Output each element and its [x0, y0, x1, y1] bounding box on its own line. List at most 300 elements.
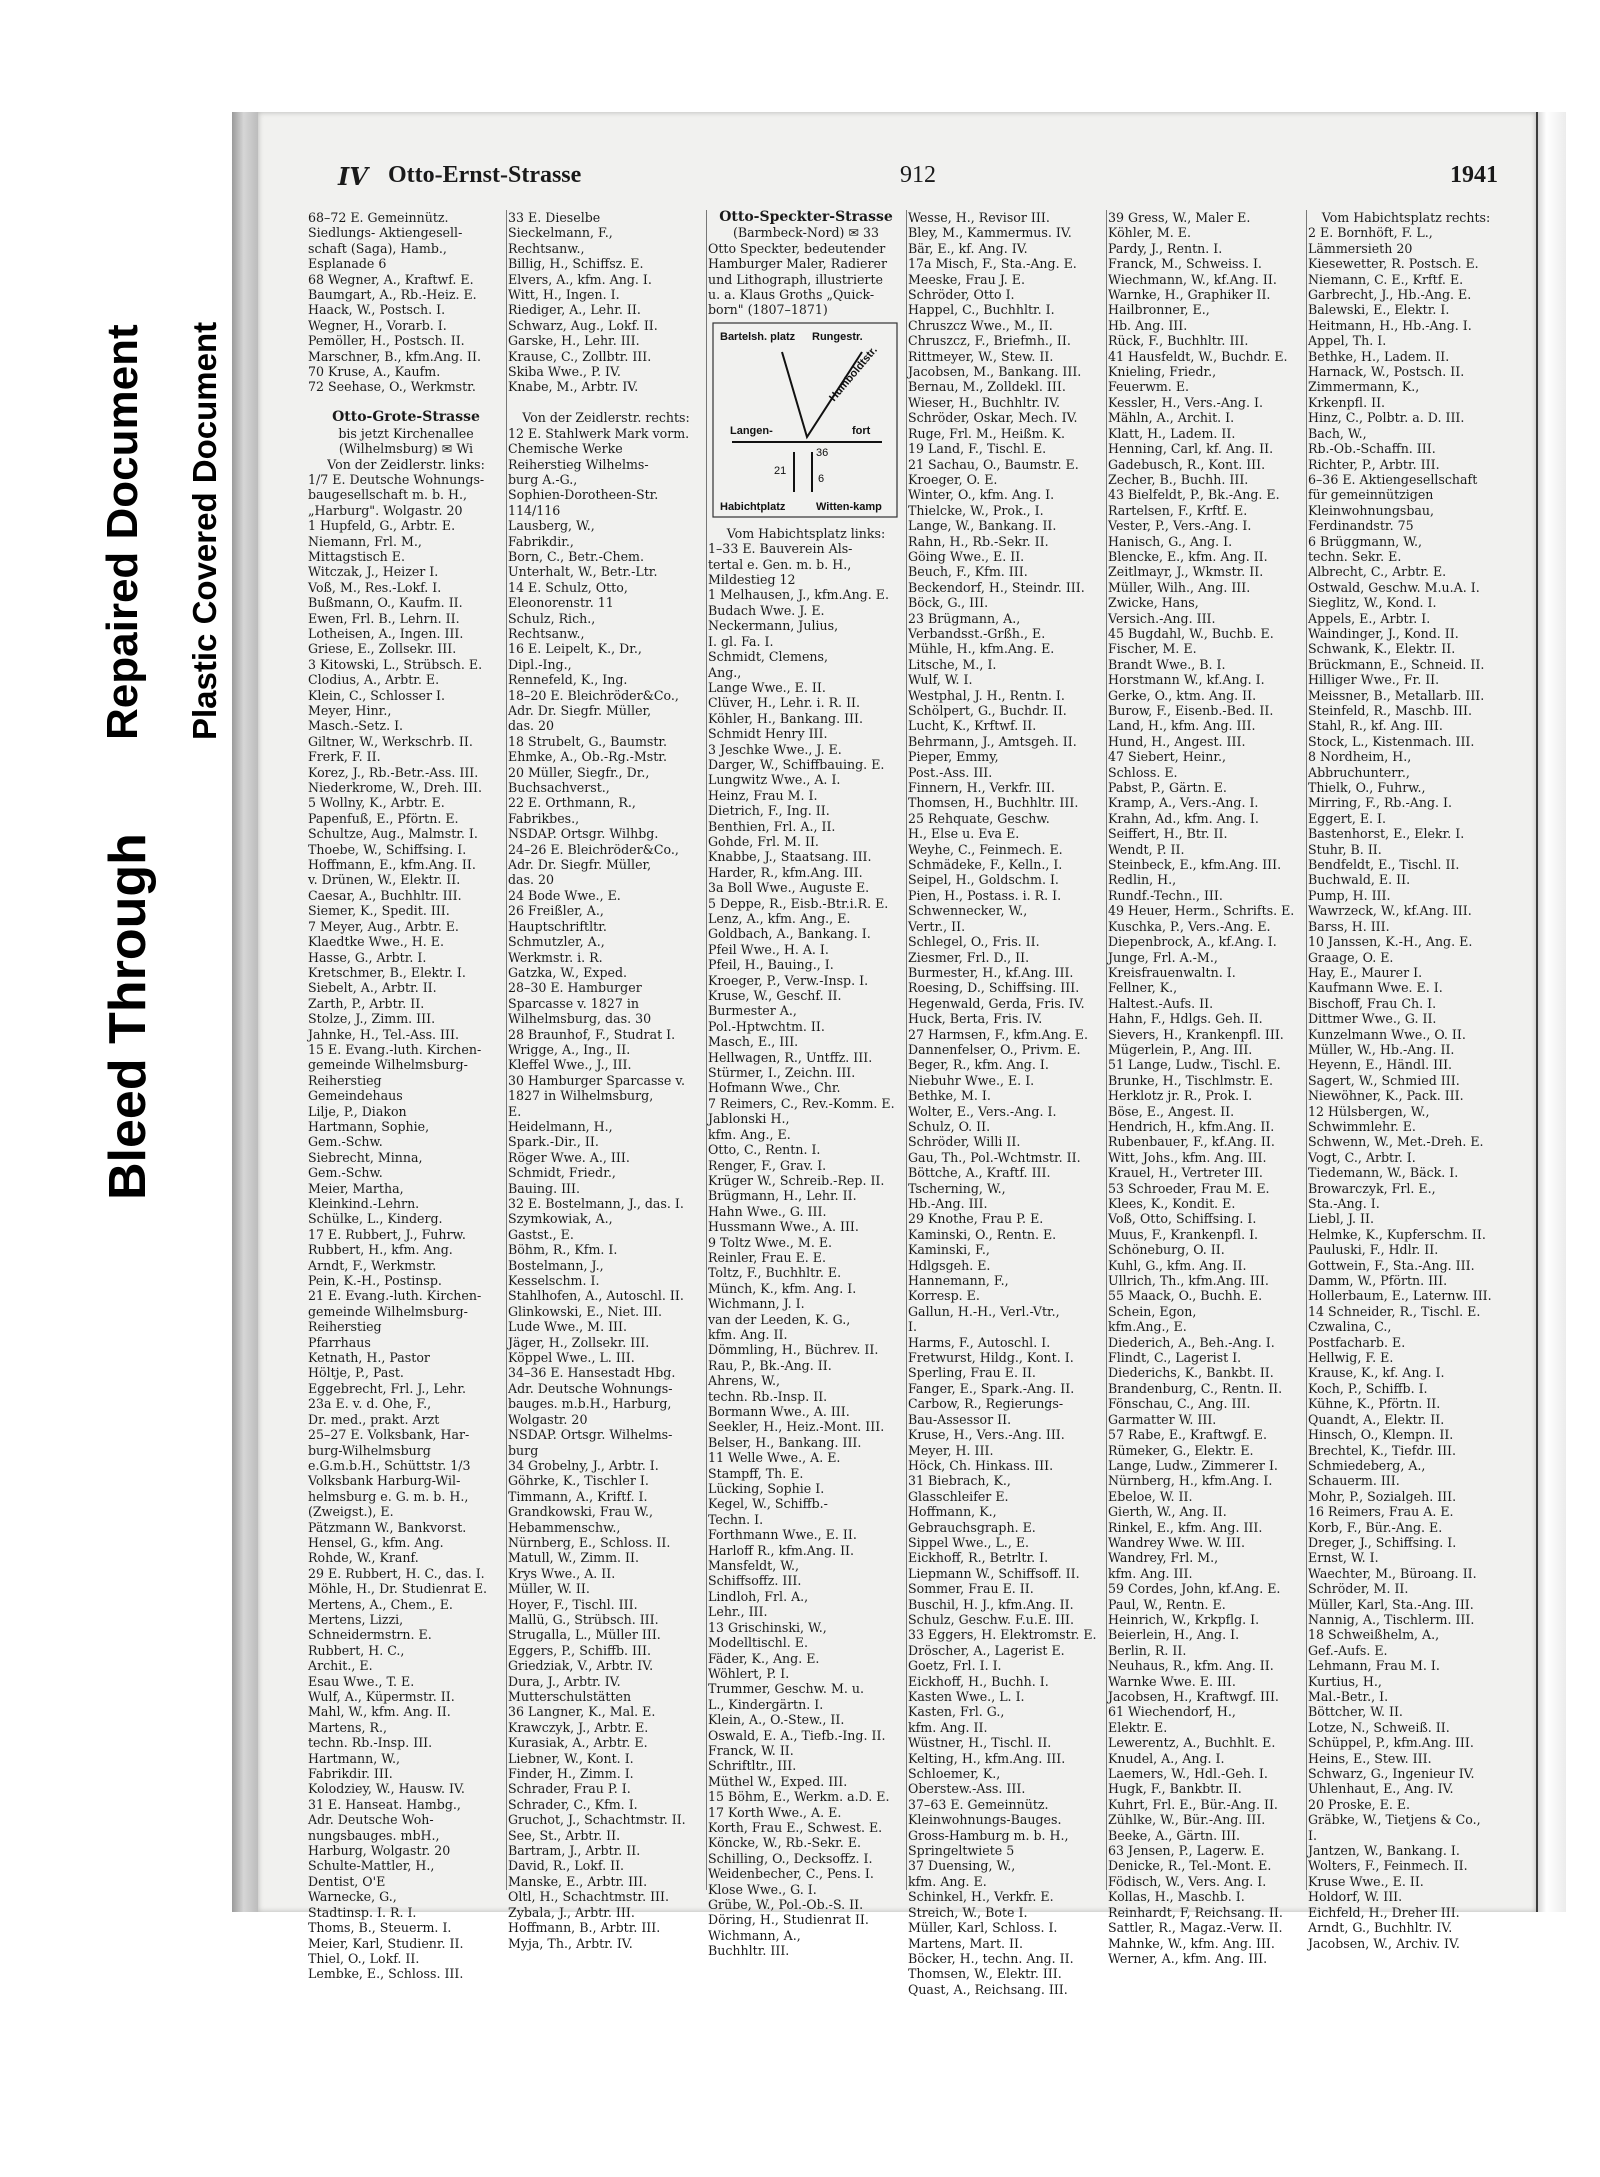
- directory-entry: Heidelmann, H.,: [508, 1118, 613, 1134]
- directory-entry: Muus, F., Krankenpfl. I.: [1108, 1226, 1259, 1242]
- directory-entry: Meyer, H. III.: [908, 1442, 994, 1458]
- directory-entry: Albrecht, C., Arbtr. E.: [1308, 564, 1447, 580]
- directory-entry: 5 Wollny, K., Arbtr. E.: [308, 795, 445, 811]
- map-number-6: 6: [818, 472, 825, 485]
- directory-entry: Klaedtke Wwe., H. E.: [308, 934, 444, 950]
- directory-entry: Rubbert, H., kfm. Ang.: [308, 1242, 453, 1258]
- directory-entry: Eickhoff, R., Betrltr. I.: [908, 1550, 1049, 1566]
- directory-entry: Bastenhorst, E., Elekr. I.: [1308, 826, 1465, 842]
- directory-entry: Toltz, F., Buchhltr. E.: [708, 1265, 842, 1281]
- directory-entry: Dr. med., prakt. Arzt: [308, 1411, 440, 1427]
- directory-entry: Kruse, W., Geschf. II.: [708, 988, 842, 1004]
- directory-entry: Warnke Wwe. E. III.: [1108, 1673, 1236, 1689]
- directory-entry: v. Drünen, W., Elektr. II.: [308, 872, 461, 888]
- directory-entry: Krys Wwe., A. II.: [508, 1565, 616, 1581]
- directory-entry: 25 Rehquate, Geschw.: [908, 810, 1050, 826]
- directory-entry: Renger, F., Grav. I.: [708, 1157, 827, 1173]
- map-label-wittenkamp: Witten-kamp: [816, 500, 882, 513]
- directory-entry: Korez, J., Rb.-Betr.-Ass. III.: [308, 764, 479, 780]
- directory-entry: Clodius, A., Arbtr. E.: [308, 672, 440, 688]
- directory-entry: Stampff, Th. E.: [708, 1465, 804, 1481]
- directory-entry: Harburg, Wolgastr. 20: [308, 1843, 451, 1859]
- directory-entry: Schloemer, K.,: [908, 1766, 1001, 1782]
- directory-entry: Schloss. E.: [1108, 764, 1178, 780]
- directory-entry: Rümeker, G., Elektr. E.: [1108, 1442, 1254, 1458]
- directory-entry: Eggert, E. I.: [1308, 810, 1387, 826]
- directory-entry: Schultze, Aug., Malmstr. I.: [308, 826, 478, 842]
- directory-entry: Sieglitz, W., Kond. I.: [1308, 595, 1437, 611]
- directory-entry: Schwimmlehr. E.: [1308, 1118, 1416, 1134]
- directory-entry: Mahl, W., kfm. Ang. II.: [308, 1704, 451, 1720]
- directory-entry: Bethke, M. I.: [908, 1088, 991, 1104]
- directory-entry: 1827 in Wilhelmsburg,: [508, 1088, 654, 1104]
- directory-entry: 43 Bielfeldt, P., Bk.-Ang. E.: [1108, 487, 1280, 503]
- directory-entry: 34 Grobelny, J., Arbtr. I.: [508, 1457, 659, 1473]
- directory-entry: Franck, W. II.: [708, 1742, 794, 1758]
- directory-entry: Klose Wwe., G. I.: [708, 1881, 817, 1897]
- directory-entry: Rundf.-Techn., III.: [1108, 887, 1223, 903]
- directory-entry: 31 Biebrach, K.,: [908, 1473, 1011, 1489]
- directory-entry: 25–27 E. Volksbank, Har-: [308, 1427, 470, 1443]
- directory-entry: Schrader, Frau P. I.: [508, 1781, 631, 1797]
- directory-entry: Esplanade 6: [308, 256, 387, 272]
- directory-entry: Lilje, P., Diakon: [308, 1103, 407, 1119]
- directory-entry: Arndt, F., Werkmstr.: [308, 1257, 437, 1273]
- plastic-covered-label: Plastic Covered Document: [186, 321, 223, 740]
- directory-entry: Ullrich, Th., kfm.Ang. III.: [1108, 1273, 1269, 1289]
- directory-entry: kfm.Ang., E.: [1108, 1319, 1187, 1335]
- directory-entry: Hofmann Wwe., Chr.: [708, 1080, 841, 1096]
- directory-entry: Kegel, W., Schiffb.-: [708, 1496, 828, 1512]
- directory-entry: Garske, H., Lehr. III.: [508, 333, 640, 349]
- directory-entry: Stuhr, B. II.: [1308, 841, 1382, 857]
- directory-entry: Hartmann, Sophie,: [308, 1118, 430, 1134]
- directory-entry: Zecher, B., Buchh. III.: [1108, 471, 1249, 487]
- directory-entry: Herklotz jr. R., Prok. I.: [1108, 1088, 1253, 1104]
- directory-entry: Beckendorf, H., Steindr. III.: [908, 579, 1085, 595]
- directory-entry: 55 Maack, O., Buchh. E.: [1108, 1288, 1263, 1304]
- directory-entry: Chruszcz, F., Briefmh., II.: [908, 333, 1071, 349]
- directory-entry: das. 20: [508, 872, 555, 888]
- directory-entry: Sophien-Dorotheen-Str.: [508, 487, 659, 503]
- directory-entry: Sperling, Frau E. II.: [908, 1365, 1036, 1381]
- directory-entry: tertal e. Gen. m. b. H.,: [708, 556, 852, 572]
- directory-entry: Schülke, L., Kinderg.: [308, 1211, 443, 1227]
- directory-entry: Müller, W., Hb.-Ang. II.: [1308, 1041, 1455, 1057]
- directory-entry: 24–26 E. Bleichröder&Co.,: [508, 841, 679, 857]
- directory-entry: Schinkel, H., Verkfr. E.: [908, 1889, 1054, 1905]
- directory-entry: 7 Reimers, C., Rev.-Komm. E.: [708, 1095, 895, 1111]
- directory-entry: Jantzen, W., Bankang. I.: [1308, 1843, 1460, 1859]
- directory-entry: 3 Jeschke Wwe., J. E.: [708, 741, 842, 757]
- directory-entry: Neckermann, Julius,: [708, 618, 839, 634]
- directory-entry: Kretschmer, B., Elektr. I.: [308, 964, 466, 980]
- directory-entry: Hilliger Wwe., Fr. II.: [1308, 672, 1440, 688]
- directory-entry: Finnern, H., Verkfr. III.: [908, 780, 1055, 796]
- directory-entry: Barss, H. III.: [1308, 918, 1390, 934]
- directory-entry: Pump, H. III.: [1308, 887, 1391, 903]
- directory-entry: Burow, F., Eisenb.-Bed. II.: [1108, 703, 1274, 718]
- directory-entry: I.: [908, 1319, 917, 1335]
- directory-entry: 51 Lange, Ludw., Tischl. E.: [1108, 1057, 1281, 1073]
- directory-entry: Gem.-Schw.: [308, 1134, 383, 1150]
- directory-entry: 32 E. Bostelmann, J., das. I.: [508, 1196, 684, 1211]
- directory-entry: Möhle, H., Dr. Studienrat E.: [308, 1581, 488, 1597]
- directory-entry: Lange, Ludw., Zimmerer I.: [1108, 1457, 1278, 1473]
- directory-entry: Hollerbaum, E., Laternw. III.: [1308, 1288, 1492, 1304]
- directory-entry: Rartelsen, F., Krftf. E.: [1108, 502, 1248, 518]
- directory-entry: Post.-Ass. III.: [908, 764, 993, 780]
- directory-entry: Böttche, A., Kraftf. III.: [908, 1165, 1051, 1181]
- directory-entry: Elvers, A., kfm. Ang. I.: [508, 271, 652, 287]
- directory-entry: Meier, Karl, Studienr. II.: [308, 1935, 464, 1951]
- directory-entry: 53 Schroeder, Frau M. E.: [1108, 1180, 1270, 1196]
- directory-entry: Kruse Wwe., E. II.: [1308, 1873, 1424, 1889]
- directory-entry: 21 E. Evang.-luth. Kirchen-: [308, 1288, 482, 1304]
- directory-entry: Abbruchunterr.,: [1308, 764, 1410, 780]
- directory-entry: 18–20 E. Bleichröder&Co.,: [508, 687, 679, 703]
- directory-entry: Stolze, J., Zimm. III.: [308, 1011, 436, 1027]
- directory-entry: Gastst., E.: [508, 1226, 574, 1242]
- directory-entry: Buschil, H. J., kfm.Ang. II.: [908, 1596, 1074, 1612]
- directory-entry: Adr. Deutsche Wohnungs-: [508, 1380, 673, 1396]
- directory-entry: Rennefeld, K., Ing.: [508, 672, 628, 688]
- directory-entry: 59 Cordes, John, kf.Ang. E.: [1108, 1581, 1281, 1597]
- directory-entry: Bormann Wwe., A. III.: [708, 1404, 850, 1419]
- directory-entry: Kesselschm. I.: [508, 1273, 600, 1289]
- directory-entry: Darger, W., Schiffbauing. E.: [708, 756, 885, 772]
- directory-entry: Marschner, B., kfm.Ang. II.: [308, 348, 481, 364]
- directory-entry: Siemer, K., Spedit. III.: [308, 903, 450, 919]
- directory-entry: Krüger W., Schreib.-Rep. II.: [708, 1172, 885, 1188]
- directory-entry: Schneidermstrn. E.: [308, 1627, 432, 1643]
- directory-entry: Beeke, A., Gärtn. III.: [1108, 1827, 1241, 1843]
- directory-entry: 57 Rabe, E., Kraftwgf. E.: [1108, 1427, 1267, 1443]
- directory-entry: Gräbke, W., Tietjens & Co.,: [1308, 1812, 1481, 1828]
- directory-entry: Kuhl, G., kfm. Ang. II.: [1108, 1257, 1247, 1273]
- directory-entry: 19 Land, F., Tischl. E.: [908, 441, 1047, 457]
- directory-entry: Ebeloe, W. II.: [1108, 1488, 1193, 1504]
- directory-entry: 36 Langner, K., Mal. E.: [508, 1704, 656, 1720]
- directory-entry: Eggebrecht, Frl. J., Lehr.: [308, 1380, 466, 1396]
- directory-entry: Dannenfelser, O., Privm. E.: [908, 1041, 1081, 1057]
- directory-entry: 14 Schneider, R., Tischl. E.: [1308, 1303, 1481, 1319]
- directory-entry: Lude Wwe., M. III.: [508, 1319, 628, 1335]
- directory-entry: Laemers, W., Hdl.-Geh. I.: [1108, 1766, 1268, 1782]
- directory-entry: Balewski, E., Elektr. I.: [1308, 302, 1450, 318]
- directory-entry: Korresp. E.: [908, 1288, 980, 1304]
- directory-entry: Flindt, C., Lagerist I.: [1108, 1350, 1242, 1366]
- directory-entry: Fanger, E., Spark.-Ang. II.: [908, 1380, 1075, 1396]
- directory-entry: Ostwald, Geschw. M.u.A. I.: [1308, 579, 1480, 595]
- directory-entry: Caesar, A., Buchhltr. III.: [308, 887, 462, 903]
- directory-entry: Bußmann, O., Kaufm. II.: [308, 595, 463, 611]
- directory-entry: Bär, E., kf. Ang. IV.: [908, 240, 1028, 256]
- directory-entry: kfm. Ang., E.: [708, 1126, 791, 1142]
- directory-entry: Graage, O. E.: [1308, 949, 1394, 965]
- directory-entry: David, R., Lokf. II.: [508, 1858, 625, 1874]
- directory-entry: Adr. Dr. Siegfr. Müller,: [508, 703, 652, 718]
- street-section-heading: Otto-Grote-Strasse: [332, 409, 480, 426]
- directory-entry: Wandrey Wwe. W. III.: [1108, 1534, 1245, 1550]
- directory-entry: bis jetzt Kirchenallee: [338, 425, 474, 441]
- directory-entry: (Zweigst.), E.: [308, 1504, 394, 1520]
- directory-entry: Rück, F., Buchhltr. III.: [1108, 333, 1249, 349]
- directory-entry: 14 E. Schulz, Otto,: [508, 579, 628, 595]
- directory-entry: Dietrich, F., Ing. II.: [708, 803, 830, 819]
- column-rule: [1306, 210, 1307, 1890]
- directory-entry: Zühlke, W., Bür.-Ang. III.: [1108, 1812, 1266, 1828]
- directory-entry: Harloff R., kfm.Ang. II.: [708, 1542, 855, 1558]
- directory-entry: Mirring, F., Rb.-Ang. I.: [1308, 795, 1453, 811]
- column-1: [308, 210, 504, 1982]
- directory-entry: Kurtius, H.,: [1308, 1673, 1382, 1689]
- directory-entry: Krkenpfl. II.: [1308, 394, 1386, 410]
- map-label-bartelsh: Bartelsh. platz: [720, 330, 796, 343]
- directory-entry: Sippel Wwe., L., E.: [908, 1534, 1030, 1550]
- directory-entry: Schulz, Rich.,: [508, 610, 596, 626]
- directory-entry: Mallü, G., Strübsch. III.: [508, 1611, 659, 1627]
- directory-entry: Pein, K.-H., Postinsp.: [308, 1273, 442, 1289]
- directory-entry: Wüstner, H., Tischl. II.: [908, 1735, 1052, 1751]
- directory-entry: Sattler, R., Magaz.-Verw. II.: [1108, 1920, 1283, 1936]
- directory-entry: Waindinger, J., Kond. II.: [1308, 625, 1459, 641]
- directory-entry: Ahrens, W.,: [708, 1373, 781, 1389]
- directory-entry: Modelltischl. E.: [708, 1635, 808, 1651]
- directory-entry: Zwicke, Hans,: [1108, 595, 1199, 611]
- directory-entry: Dittmer Wwe., G. II.: [1308, 1011, 1437, 1027]
- directory-entry: 20 Müller, Siegfr., Dr.,: [508, 764, 650, 780]
- directory-entry: E.: [508, 1103, 522, 1119]
- directory-entry: Gruchot, J., Schachtmstr. II.: [508, 1812, 686, 1828]
- directory-entry: 3 Kitowski, L., Strübsch. E.: [308, 656, 483, 672]
- directory-entry: Adr. Deutsche Woh-: [308, 1812, 434, 1828]
- directory-entry: Pemöller, H., Postsch. II.: [308, 333, 465, 349]
- directory-entry: Stürmer, I., Zeichn. III.: [708, 1065, 856, 1081]
- directory-entry: Eickhoff, H., Buchh. I.: [908, 1673, 1049, 1689]
- directory-entry: Litsche, M., I.: [908, 656, 997, 672]
- directory-entry: 17 E. Rubbert, J., Fuhrw.: [308, 1226, 466, 1242]
- directory-entry: Niewöhner, K., Pack. III.: [1308, 1088, 1464, 1104]
- directory-entry: Ehmke, A., Ob.-Rg.-Mstr.: [508, 749, 667, 765]
- directory-entry: Mohr, P., Sozialgeh. III.: [1308, 1488, 1457, 1504]
- directory-entry: Roesing, D., Schiffsing. III.: [908, 980, 1080, 996]
- directory-entry: Bernau, M., Zolldekl. III.: [908, 379, 1066, 395]
- directory-entry: [508, 395, 704, 410]
- directory-entry: Hellwagen, R., Untffz. III.: [708, 1049, 873, 1065]
- directory-entry: Eichfeld, H., Dreher III.: [1308, 1904, 1460, 1920]
- directory-entry: Schmädeke, F., Kelln., I.: [908, 857, 1063, 873]
- directory-entry: Richter, P., Arbtr. III.: [1308, 456, 1440, 472]
- directory-entry: Mansfeldt, W.,: [708, 1558, 799, 1574]
- directory-entry: Benthien, Frl. A., II.: [708, 818, 836, 834]
- directory-entry: Kasten, Frl. G.,: [908, 1704, 1005, 1720]
- directory-entry: nungsbauges. mbH.,: [308, 1827, 440, 1843]
- directory-entry: Springeltwiete 5: [908, 1843, 1015, 1859]
- directory-entry: Arndt, G., Buchhltr. IV.: [1308, 1920, 1453, 1936]
- directory-entry: Strugalla, L., Müller III.: [508, 1627, 661, 1643]
- directory-entry: Spark.-Dir., II.: [508, 1134, 599, 1150]
- directory-entry: Sieckelmann, F.,: [508, 225, 613, 241]
- directory-entry: Heinrich, W., Krkpflg. I.: [1108, 1611, 1260, 1627]
- map-number-21: 21: [774, 464, 787, 477]
- directory-entry: das. 20: [508, 718, 555, 734]
- directory-entry: 29 Knothe, Frau P. E.: [908, 1211, 1044, 1227]
- directory-entry: Vester, P., Vers.-Ang. I.: [1108, 518, 1252, 534]
- directory-entry: Kaminski, F.,: [908, 1242, 990, 1258]
- directory-entry: Gross-Hamburg m. b. H.,: [908, 1827, 1069, 1843]
- directory-entry: Wrigge, A., Ing., II.: [508, 1041, 631, 1057]
- directory-entry: Hb.-Ang. III.: [908, 1196, 988, 1211]
- directory-entry: Liebl, J. II.: [1308, 1211, 1374, 1227]
- directory-entry: Esau Wwe., T. E.: [308, 1673, 415, 1689]
- directory-entry: burg-Wilhelmsburg: [308, 1442, 431, 1458]
- directory-entry: Helmke, K., Kupferschm. II.: [1308, 1226, 1486, 1242]
- directory-entry: Mildestieg 12: [708, 572, 796, 588]
- directory-entry: Schiffsoffz. III.: [708, 1573, 802, 1589]
- directory-entry: Fischer, M. E.: [1108, 641, 1197, 657]
- directory-entry: Witt, H., Ingen. I.: [508, 287, 620, 303]
- directory-entry: Dentist, O'E: [308, 1873, 386, 1889]
- directory-entry: Schröder, Oskar, Mech. IV.: [908, 410, 1078, 426]
- directory-entry: Voß, M., Res.-Lokf. I.: [308, 579, 442, 595]
- directory-entry: Paul, W., Rentn. E.: [1108, 1596, 1226, 1612]
- bleed-through-label: Bleed Through: [99, 833, 157, 1200]
- directory-entry: Höltje, P., Past.: [308, 1365, 404, 1381]
- directory-entry: Kurasiak, A., Arbtr. E.: [508, 1735, 648, 1751]
- directory-entry: 33 Eggers, H. Elektromstr. E.: [908, 1627, 1097, 1643]
- directory-entry: 24 Bode Wwe., E.: [508, 887, 621, 903]
- directory-entry: Klein, A., O.-Stew., II.: [708, 1712, 845, 1728]
- directory-entry: Wulf, W. I.: [908, 672, 973, 688]
- directory-entry: Krawczyk, J., Arbtr. E.: [508, 1719, 649, 1735]
- directory-entry: Vom Habichtsplatz links:: [726, 525, 886, 541]
- directory-entry: Haltest.-Aufs. II.: [1108, 995, 1214, 1011]
- directory-entry: Müller, Wilh., Ang. III.: [1108, 579, 1251, 595]
- directory-entry: 34–36 E. Hansestadt Hbg.: [508, 1365, 676, 1381]
- directory-entry: Horstmann W., kf.Ang. I.: [1108, 672, 1265, 688]
- directory-entry: Bendfeldt, E., Tischl. II.: [1308, 857, 1460, 873]
- directory-entry: van der Leeden, K. G.,: [708, 1311, 851, 1327]
- directory-entry: Vogt, C., Arbtr. I.: [1308, 1149, 1416, 1165]
- repaired-document-label: Repaired Document: [98, 324, 147, 740]
- directory-entry: Heyenn, E., Händl. III.: [1308, 1057, 1453, 1073]
- directory-entry: Hussmann Wwe., A. III.: [708, 1219, 859, 1235]
- directory-entry: Wolters, F., Feinmech. II.: [1308, 1858, 1468, 1874]
- directory-entry: Schmidt Henry III.: [708, 726, 828, 742]
- directory-entry: Griese, E., Zollsekr. III.: [308, 641, 457, 657]
- map-road-vertical: [794, 452, 812, 492]
- directory-entry: Wiechmann, W., kf.Ang. II.: [1108, 271, 1277, 287]
- directory-entry: Böhm, R., Kfm. I.: [508, 1242, 618, 1258]
- directory-entry: Lange Wwe., E. II.: [708, 679, 826, 695]
- directory-entry: Glinkowski, E., Niet. III.: [508, 1303, 663, 1319]
- directory-entry: Holdorf, W. III.: [1308, 1889, 1403, 1905]
- directory-entry: 26 Freißler, A.,: [508, 903, 604, 919]
- directory-entry: gemeinde Wilhelmsburg-: [308, 1057, 468, 1073]
- directory-entry: 41 Hausfeldt, W., Buchdr. E.: [1108, 348, 1288, 364]
- directory-entry: Seipel, H., Goldschm. I.: [908, 872, 1059, 888]
- directory-entry: Szymkowiak, A.,: [508, 1211, 613, 1227]
- directory-entry: 68 Wegner, A., Kraftwf. E.: [308, 271, 474, 287]
- directory-entry: 37–63 E. Gemeinnütz.: [908, 1796, 1049, 1812]
- directory-entry: 17 Korth Wwe., A. E.: [708, 1804, 842, 1820]
- directory-entry: Jacobsen, W., Archiv. IV.: [1308, 1935, 1460, 1951]
- directory-entry: schaft (Saga), Hamb.,: [308, 240, 447, 256]
- directory-entry: Ewen, Frl. B., Lehrn. II.: [308, 610, 460, 626]
- directory-entry: Ferdinandstr. 75: [1308, 518, 1414, 534]
- directory-entry: Müller, Karl, Schloss. I.: [908, 1920, 1058, 1936]
- directory-entry: Hailbronner, E.,: [1108, 302, 1210, 318]
- directory-entry: Reiherstieg: [308, 1319, 382, 1335]
- directory-entry: Brandenburg, C., Rentn. II.: [1108, 1380, 1283, 1396]
- directory-entry: NSDAP. Ortsgr. Wilhbg.: [508, 826, 659, 842]
- directory-entry: Trummer, Geschw. M. u.: [708, 1681, 864, 1697]
- directory-entry: Kuhrt, Frl. E., Bür.-Ang. II.: [1108, 1796, 1278, 1812]
- directory-entry: Krauel, H., Vertreter III.: [1108, 1165, 1263, 1181]
- directory-entry: Bley, M., Kammermus. IV.: [908, 225, 1072, 241]
- directory-entry: Pätzmann W., Bankvorst.: [308, 1519, 467, 1535]
- directory-entry: Franck, M., Schweiss. I.: [1108, 256, 1262, 272]
- directory-entry: techn. Sekr. E.: [1308, 548, 1402, 564]
- directory-entry: Schein, Egon,: [1108, 1303, 1197, 1319]
- page-number: 912: [900, 162, 936, 188]
- directory-entry: Junge, Frl. A.-M.,: [1108, 949, 1218, 965]
- directory-entry: 114/116: [508, 502, 561, 518]
- directory-entry: Böse, E., Angest. II.: [1108, 1103, 1235, 1119]
- directory-entry: Schmidt, Clemens,: [708, 649, 828, 665]
- directory-entry: Hebammenschw.,: [508, 1519, 621, 1535]
- directory-entry: Forthmann Wwe., E. II.: [708, 1527, 857, 1543]
- directory-entry: Goldbach, A., Bankang. I.: [708, 926, 871, 942]
- directory-entry: Niemann, C. E., Krftf. E.: [1308, 271, 1464, 287]
- directory-entry: Hund, H., Angest. III.: [1108, 733, 1246, 749]
- directory-entry: Kasten Wwe., L. I.: [908, 1689, 1025, 1704]
- directory-entry: Fäder, K., Ang. E.: [708, 1650, 820, 1666]
- directory-entry: Hugk, F., Bankbtr. II.: [1108, 1781, 1242, 1797]
- directory-entry: (Barmbeck-Nord) ✉ 33: [732, 225, 880, 241]
- directory-entry: Lotze, N., Schweiß. II.: [1308, 1719, 1450, 1735]
- directory-entry: Weidenbecher, C., Pens. I.: [708, 1866, 874, 1882]
- directory-entry: Mahnke, W., kfm. Ang. III.: [1108, 1935, 1275, 1951]
- directory-entry: Mügerlein, P., Ang. III.: [1108, 1041, 1253, 1057]
- directory-entry: Schwenn, W., Met.-Dreh. E.: [1308, 1134, 1484, 1150]
- directory-entry: Niederkrome, W., Dreh. III.: [308, 780, 483, 796]
- directory-entry: Thiel, O., Lokf. II.: [308, 1950, 420, 1966]
- directory-entry: Wilhelmsburg, das. 30: [508, 1011, 652, 1027]
- directory-entry: Fabrikdir.,: [508, 533, 574, 549]
- directory-entry: Rechtsanw.,: [508, 240, 585, 256]
- directory-entry: Hanisch, G., Ang. I.: [1108, 533, 1233, 549]
- directory-entry: Thielk, O., Fuhrw.,: [1308, 780, 1426, 796]
- directory-entry: Döring, H., Studienrat II.: [708, 1912, 869, 1928]
- directory-entry: Krause, K., kf. Ang. I.: [1308, 1365, 1445, 1381]
- column-rule: [906, 210, 907, 1890]
- directory-entry: Warnecke, G.,: [308, 1889, 397, 1905]
- directory-entry: Witt, Johs., kfm. Ang. III.: [1108, 1149, 1267, 1165]
- directory-entry: Kollas, H., Maschb. I.: [1108, 1889, 1245, 1905]
- directory-entry: Schröder, Willi II.: [908, 1134, 1021, 1150]
- directory-entry: 20 Proske, E. E.: [1308, 1796, 1411, 1812]
- directory-entry: Mal.-Betr., I.: [1308, 1689, 1389, 1704]
- directory-entry: Burmester, H., kf.Ang. III.: [908, 964, 1074, 980]
- directory-entry: Rb.-Ob.-Schaffn. III.: [1308, 441, 1436, 457]
- directory-entry: Wolgastr. 20: [508, 1411, 588, 1427]
- directory-entry: Födisch, W., Vers. Ang. I.: [1108, 1873, 1267, 1889]
- directory-entry: Sommer, Frau E. II.: [908, 1581, 1034, 1597]
- directory-entry: Steinfeld, R., Maschb. III.: [1308, 703, 1473, 718]
- directory-entry: techn. Rb.-Insp. II.: [708, 1388, 828, 1404]
